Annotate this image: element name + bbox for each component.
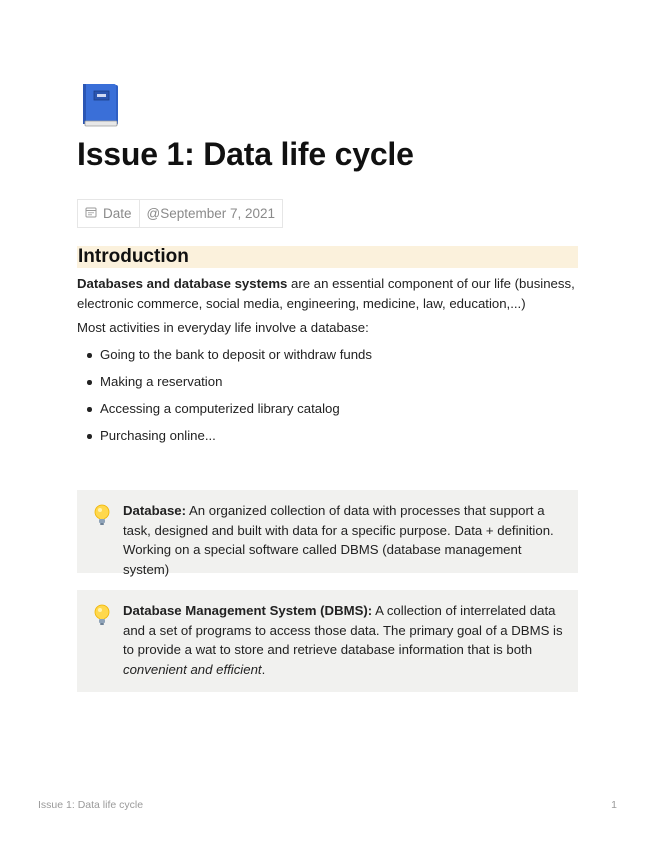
callout-italic-text: convenient and efficient	[123, 662, 262, 678]
introduction-heading: Introduction	[77, 246, 578, 268]
blue-book-icon	[82, 83, 120, 129]
list-item: Purchasing online...	[85, 426, 372, 453]
activities-paragraph: Most activities in everyday life involve a database:	[77, 320, 369, 335]
date-value[interactable]: @September 7, 2021	[146, 206, 276, 221]
list-item: Going to the bank to deposit or withdraw funds	[85, 345, 372, 372]
callout-text: An organized collection of data with processes that support a task, designed and built with data for a specific purpose. Data + definition. Working on a special software called DBMS (database management system)	[123, 503, 554, 578]
footer-title: Issue 1: Data life cycle	[38, 799, 144, 811]
callout-text: A collection of interrelated data and a set of programs to access those data. The primary goal of a DBMS is to provide a wat to store and retrieve database information that is both	[123, 603, 563, 658]
lightbulb-icon	[93, 604, 111, 628]
intro-text: are an essential component of our life (business, electronic commerce, social media, engineering, medicine, law, education,...)	[77, 276, 575, 311]
dbms-callout	[77, 590, 578, 692]
callout-end: .	[261, 662, 266, 678]
list-item: Accessing a computerized library catalog	[85, 399, 372, 426]
lightbulb-icon	[93, 504, 111, 528]
date-label: Date	[103, 206, 132, 221]
date-property[interactable]	[77, 199, 283, 228]
page-title: Issue 1: Data life cycle	[77, 136, 414, 172]
callout-term: Database Management System (DBMS):	[123, 603, 373, 618]
database-callout	[77, 490, 578, 578]
intro-bold-text: Databases and database systems	[77, 276, 288, 291]
callout-term: Database:	[123, 503, 187, 518]
date-property-name	[78, 200, 140, 227]
activities-list	[85, 345, 372, 453]
calendar-icon	[85, 206, 103, 221]
intro-paragraph	[77, 274, 577, 313]
footer-page-number: 1	[611, 799, 617, 811]
list-item: Making a reservation	[85, 372, 372, 399]
